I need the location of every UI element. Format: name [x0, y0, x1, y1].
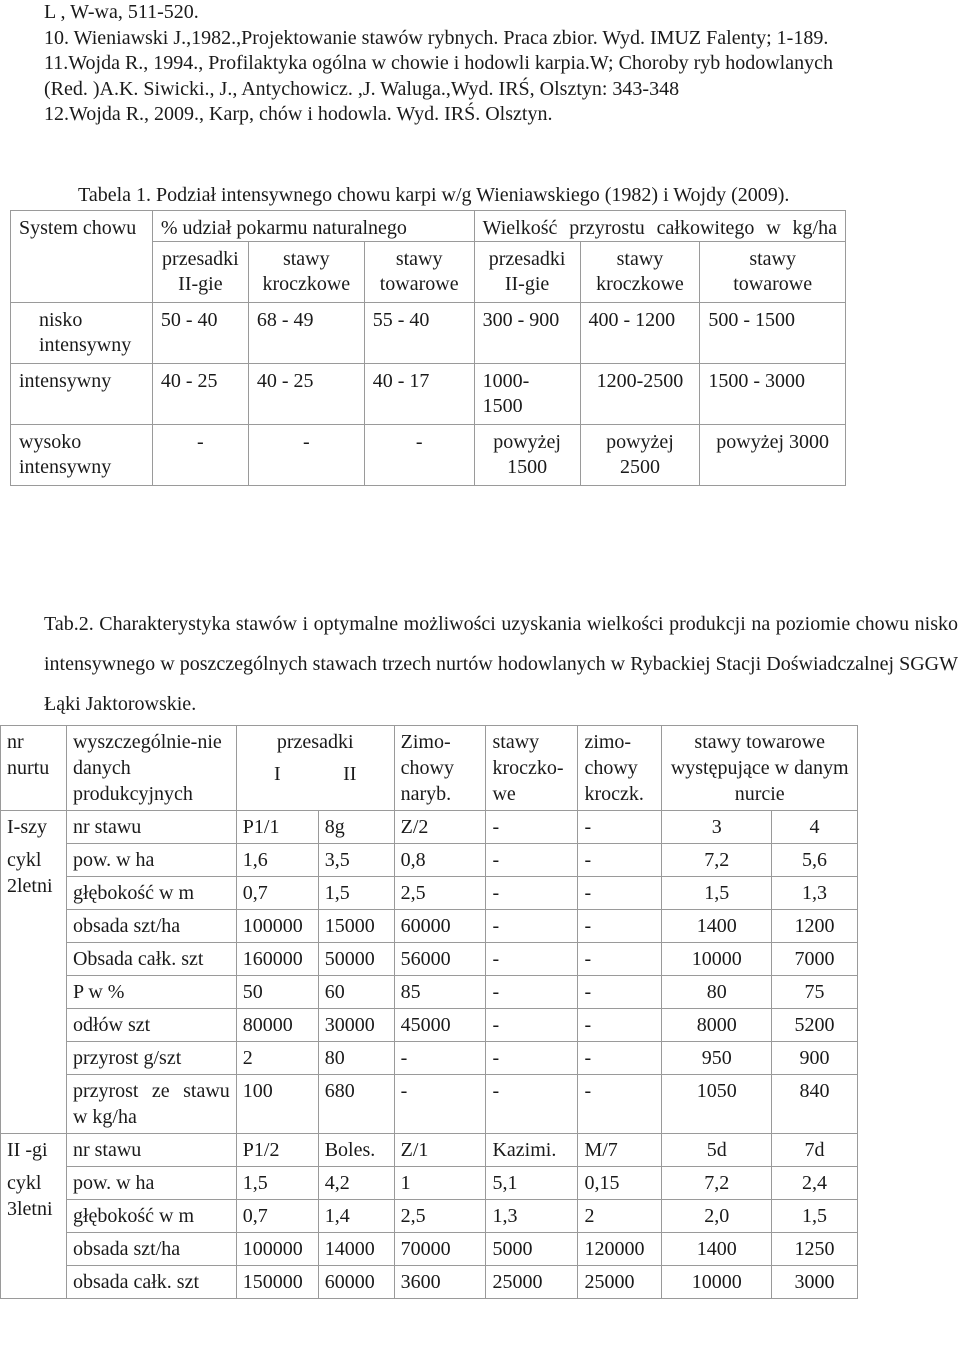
table-cell: 100000 — [236, 910, 318, 943]
table-row — [1, 844, 858, 877]
table-cell: 3,5 — [318, 844, 394, 877]
table-cell: 50 — [236, 976, 318, 1009]
table-cell: 75 — [772, 976, 858, 1009]
table-cell: 2,4 — [772, 1167, 858, 1200]
table-row — [11, 425, 846, 486]
table2-caption: Tab.2. Charakterystyka stawów i optymalne możliwości uzyskania wielkości produkcji na poziomie chowu nisko intensywnego w poszczególnych stawach trzech nurtów hodowlanych w Rybackiej Stacji Doświadczalnej SGGW Łąki Jaktorowskie. — [44, 613, 958, 715]
table-cell: 10000 — [662, 1266, 772, 1299]
table-cell: 1,5 — [772, 1200, 858, 1233]
table-cell: - — [394, 1042, 486, 1075]
table-cell: powyżej 1500 — [474, 425, 580, 486]
table2-row-label: pow. w ha — [66, 844, 236, 877]
table-row — [1, 877, 858, 910]
table-cell: 120000 — [578, 1233, 662, 1266]
table-cell: 500 - 1500 — [700, 303, 846, 364]
table-row — [1, 1233, 858, 1266]
table-cell: 40 - 25 — [152, 364, 248, 425]
table2-header-nurt: nr nurtu — [1, 726, 67, 811]
table-cell: 0,7 — [236, 877, 318, 910]
table-cell: 1400 — [662, 910, 772, 943]
table-cell: - — [578, 1042, 662, 1075]
table-cell: 2 — [578, 1200, 662, 1233]
table-cell: 85 — [394, 976, 486, 1009]
table2-row-label: Obsada całk. szt — [66, 943, 236, 976]
table-cell: - — [486, 1075, 578, 1134]
table-cell: 40 - 17 — [364, 364, 474, 425]
table-cell: 15000 — [318, 910, 394, 943]
table-cell: - — [578, 844, 662, 877]
table-cell: 300 - 900 — [474, 303, 580, 364]
table2-header-p1: I — [273, 763, 281, 785]
table-cell: 68 - 49 — [248, 303, 364, 364]
table1-sub: przesadki II-gie — [474, 242, 580, 303]
table1-system: wysoko intensywny — [11, 425, 153, 486]
table-cell: - — [486, 844, 578, 877]
table-cell: 7d — [772, 1134, 858, 1167]
table-cell: - — [486, 877, 578, 910]
table1-sub: przesadki II-gie — [152, 242, 248, 303]
table2-row-label: pow. w ha — [66, 1167, 236, 1200]
table-cell: 60000 — [318, 1266, 394, 1299]
table2-row-label: przyrost ze stawu w kg/ha — [66, 1075, 236, 1134]
table2-nurt-label: I-szy — [1, 811, 67, 844]
table-row — [1, 1167, 858, 1200]
table2 — [0, 725, 858, 1299]
table-cell: - — [486, 811, 578, 844]
table-cell: 1,6 — [236, 844, 318, 877]
table-cell: 70000 — [394, 1233, 486, 1266]
table2-header-p2: II — [343, 763, 357, 785]
table2-header-kroczkowe: stawy kroczko-we — [486, 726, 578, 811]
table-cell: - — [152, 425, 248, 486]
table-cell: P1/1 — [236, 811, 318, 844]
table-cell: 950 — [662, 1042, 772, 1075]
table2-row-label: obsada szt/ha — [66, 910, 236, 943]
table-cell: - — [486, 1042, 578, 1075]
table1-sub: stawy kroczkowe — [248, 242, 364, 303]
table1-system: intensywny — [11, 364, 153, 425]
table-row — [1, 1134, 858, 1167]
table-cell: 5200 — [772, 1009, 858, 1042]
table1-caption: Tabela 1. Podział intensywnego chowu karpi w/g Wieniawskiego (1982) i Wojdy (2009). — [78, 184, 790, 206]
table-cell: P1/2 — [236, 1134, 318, 1167]
table-cell: 7,2 — [662, 844, 772, 877]
table-row — [1, 1266, 858, 1299]
table2-row-label: nr stawu — [66, 811, 236, 844]
table-cell: 0,15 — [578, 1167, 662, 1200]
table-cell: 150000 — [236, 1266, 318, 1299]
table1 — [10, 210, 846, 486]
table2-header-row — [1, 726, 858, 811]
table-cell: - — [578, 811, 662, 844]
table-cell: 8g — [318, 811, 394, 844]
table-cell: 1,5 — [236, 1167, 318, 1200]
table-cell: 55 - 40 — [364, 303, 474, 364]
table-cell: 3 — [662, 811, 772, 844]
reference-line: 12.Wojda R., 2009., Karp, chów i hodowla. Wyd. IRŚ. Olsztyn. — [44, 103, 553, 125]
table-cell: 1 — [394, 1167, 486, 1200]
table2-header-przesadki — [236, 726, 394, 811]
table-cell: 160000 — [236, 943, 318, 976]
table2-header-spec: wyszczególnie-nie danych produkcyjnych — [66, 726, 236, 811]
table-cell: Z/2 — [394, 811, 486, 844]
table-cell: 2,5 — [394, 1200, 486, 1233]
table-cell: 100000 — [236, 1233, 318, 1266]
table-row — [11, 303, 846, 364]
table-cell: 3000 — [772, 1266, 858, 1299]
table-cell: 25000 — [578, 1266, 662, 1299]
table-cell: 50 - 40 — [152, 303, 248, 364]
table2-row-label: P w % — [66, 976, 236, 1009]
reference-line: L , W-wa, 511-520. — [44, 1, 199, 23]
table-cell: 840 — [772, 1075, 858, 1134]
table-cell: 1250 — [772, 1233, 858, 1266]
reference-list — [44, 0, 833, 128]
table1-header-growth — [474, 211, 845, 242]
table-cell: powyżej 3000 — [700, 425, 846, 486]
table-cell: 1200-2500 — [580, 364, 700, 425]
table-cell: - — [578, 877, 662, 910]
table-cell: 1050 — [662, 1075, 772, 1134]
table-cell: 40 - 25 — [248, 364, 364, 425]
table2-header-przesadki-label: przesadki — [276, 731, 354, 753]
table2-nurt-cycle: cykl 2letni — [1, 844, 67, 1134]
table-cell: 80000 — [236, 1009, 318, 1042]
table-row — [1, 1075, 858, 1134]
table2-row-label: odłów szt — [66, 1009, 236, 1042]
table-cell: 4 — [772, 811, 858, 844]
table2-header-towarowe: stawy towarowe występujące w danym nurcie — [662, 726, 858, 811]
table-cell: 7000 — [772, 943, 858, 976]
table-cell: 1500 - 3000 — [700, 364, 846, 425]
table-cell: - — [486, 910, 578, 943]
table2-row-label: przyrost g/szt — [66, 1042, 236, 1075]
table-cell: 8000 — [662, 1009, 772, 1042]
table-cell: 1200 — [772, 910, 858, 943]
table-cell: - — [578, 943, 662, 976]
table-cell: - — [486, 1009, 578, 1042]
table-cell: 80 — [662, 976, 772, 1009]
table1-header-pct — [152, 211, 474, 242]
table-cell: - — [248, 425, 364, 486]
table2-row-label: obsada całk. szt — [66, 1266, 236, 1299]
table-cell: 7,2 — [662, 1167, 772, 1200]
table-cell: 30000 — [318, 1009, 394, 1042]
table-cell: 2,5 — [394, 877, 486, 910]
table1-header-pct-text: % udział pokarmu naturalnego — [160, 217, 407, 239]
table-cell: 5d — [662, 1134, 772, 1167]
table-cell: 1400 — [662, 1233, 772, 1266]
table-cell: 1,4 — [318, 1200, 394, 1233]
table-cell: - — [578, 910, 662, 943]
table-cell: 2,0 — [662, 1200, 772, 1233]
table-row — [1, 1042, 858, 1075]
table-row — [1, 1009, 858, 1042]
table-cell: 10000 — [662, 943, 772, 976]
table-cell: 900 — [772, 1042, 858, 1075]
table1-header-row — [11, 211, 846, 242]
table1-sub: stawy kroczkowe — [580, 242, 700, 303]
table-cell: - — [578, 1075, 662, 1134]
table-cell: Boles. — [318, 1134, 394, 1167]
table-cell: Z/1 — [394, 1134, 486, 1167]
table-row — [1, 943, 858, 976]
table-cell: - — [486, 943, 578, 976]
table-row — [1, 811, 858, 844]
table-cell: 1,5 — [662, 877, 772, 910]
table-row — [1, 976, 858, 1009]
table2-row-label: głębokość w m — [66, 877, 236, 910]
table1-sub: stawy towarowe — [364, 242, 474, 303]
table-cell: 400 - 1200 — [580, 303, 700, 364]
table-cell: 3600 — [394, 1266, 486, 1299]
table2-row-label: obsada szt/ha — [66, 1233, 236, 1266]
table-cell: 56000 — [394, 943, 486, 976]
table2-header-zimo-naryb: Zimo-chowy naryb. — [394, 726, 486, 811]
table-cell: 50000 — [318, 943, 394, 976]
table-cell: 1,5 — [318, 877, 394, 910]
table-row — [1, 910, 858, 943]
table1-sub: stawy towarowe — [700, 242, 846, 303]
reference-line: 10. Wieniawski J.,1982.,Projektowanie stawów rybnych. Praca zbior. Wyd. IMUZ Falenty; 1-189. — [44, 26, 829, 49]
table-cell: - — [486, 976, 578, 1009]
table2-header-zimo-kroczk: zimo-chowy kroczk. — [578, 726, 662, 811]
table2-header-przesadki-sub — [243, 755, 388, 787]
table-cell: 1000- 1500 — [474, 364, 580, 425]
table-cell: - — [578, 976, 662, 1009]
table-row — [11, 364, 846, 425]
table-cell: 100 — [236, 1075, 318, 1134]
table2-nurt-cycle: cykl 3letni — [1, 1167, 67, 1299]
table-cell: powyżej 2500 — [580, 425, 700, 486]
table-cell: 0,8 — [394, 844, 486, 877]
table2-row-label: nr stawu — [66, 1134, 236, 1167]
reference-line: 11.Wojda R., 1994., Profilaktyka ogólna w chowie i hodowli karpia.W; Choroby ryb hodowlanych — [44, 52, 833, 74]
table1-system: nisko intensywny — [11, 303, 153, 364]
table-cell: M/7 — [578, 1134, 662, 1167]
table1-header-system: System chowu — [11, 211, 153, 303]
table-cell: 680 — [318, 1075, 394, 1134]
table-cell: - — [364, 425, 474, 486]
table2-nurt-label: II -gi — [1, 1134, 67, 1167]
table-cell: 1,3 — [486, 1200, 578, 1233]
table-cell: Kazimi. — [486, 1134, 578, 1167]
table-cell: 4,2 — [318, 1167, 394, 1200]
table-cell: 5,6 — [772, 844, 858, 877]
table-cell: - — [394, 1075, 486, 1134]
table-cell: 14000 — [318, 1233, 394, 1266]
table-cell: 1,3 — [772, 877, 858, 910]
table-cell: 2 — [236, 1042, 318, 1075]
table-row — [1, 1200, 858, 1233]
table1-header-growth-text: Wielkość przyrostu całkowitego w kg/ha — [482, 217, 837, 239]
table-cell: 60 — [318, 976, 394, 1009]
table-cell: 45000 — [394, 1009, 486, 1042]
table-cell: 60000 — [394, 910, 486, 943]
table-cell: 5000 — [486, 1233, 578, 1266]
table-cell: 80 — [318, 1042, 394, 1075]
table-cell: 25000 — [486, 1266, 578, 1299]
reference-line: (Red. )A.K. Siwicki., J., Antychowicz. ,J. Waluga.,Wyd. IRŚ, Olsztyn: 343-348 — [44, 77, 680, 100]
table-cell: 5,1 — [486, 1167, 578, 1200]
table2-row-label: głębokość w m — [66, 1200, 236, 1233]
table-cell: 0,7 — [236, 1200, 318, 1233]
table-cell: - — [578, 1009, 662, 1042]
